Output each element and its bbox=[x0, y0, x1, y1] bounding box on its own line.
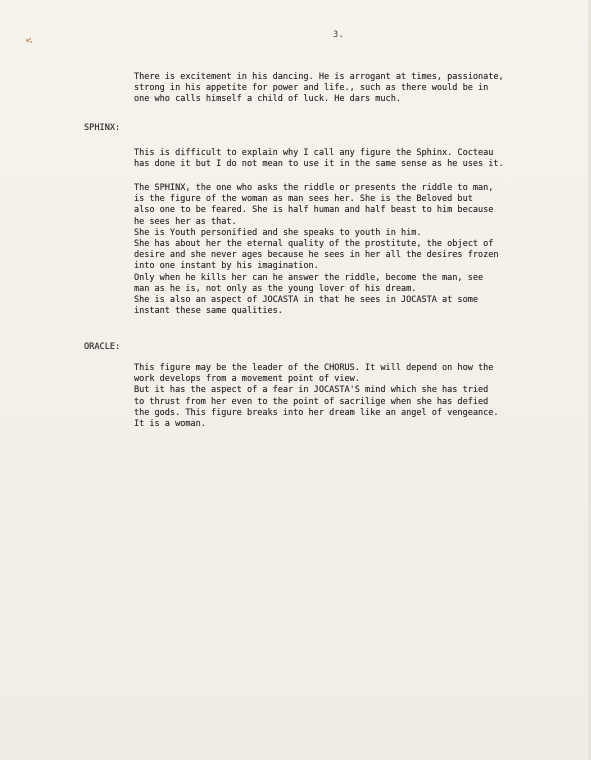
section-heading-oracle: ORACLE: bbox=[84, 342, 121, 352]
intro-paragraph: There is excitement in his dancing. He is arrogant at times, passionate, strong in his appetite for power and life., such as there would be in one who calls himself a child of luck. He dars much. bbox=[134, 72, 504, 105]
sphinx-paragraph-2: The SPHINX, the one who asks the riddle or presents the riddle to man, is the figure of the woman as man sees her. She is the Beloved but also one to be feared. She is half human and half beast to him because he sees her as that. She is Youth personified and she speaks to youth in him. She has about her the eternal quality of the prostitute, the object of desire and she never ages because he sees in her all the desires frozen into one instant by his imagination. Only when he kills her can he answer the riddle, become the man, see man as he is, not only as the young lover of his dream. She is also an aspect of JOCASTA in that he sees in JOCASTA at some instant these same qualities. bbox=[134, 183, 499, 317]
page-number: 3. bbox=[333, 30, 345, 40]
oracle-paragraph-1: This figure may be the leader of the CHORUS. It will depend on how the work develops from a movement point of view. But it has the aspect of a fear in JOCASTA'S mind which she has tried to thrust from her even to the point of sacrilige when she has defied the gods. This figure breaks into her dream like an angel of vengeance. It is a woman. bbox=[134, 363, 499, 430]
sphinx-paragraph-1: This is difficult to explain why I call any figure the Sphinx. Cocteau has done it but I do not mean to use it in the same sense as he uses it. bbox=[134, 148, 504, 170]
section-heading-sphinx: SPHINX: bbox=[84, 123, 121, 133]
paper-stain bbox=[26, 38, 32, 43]
